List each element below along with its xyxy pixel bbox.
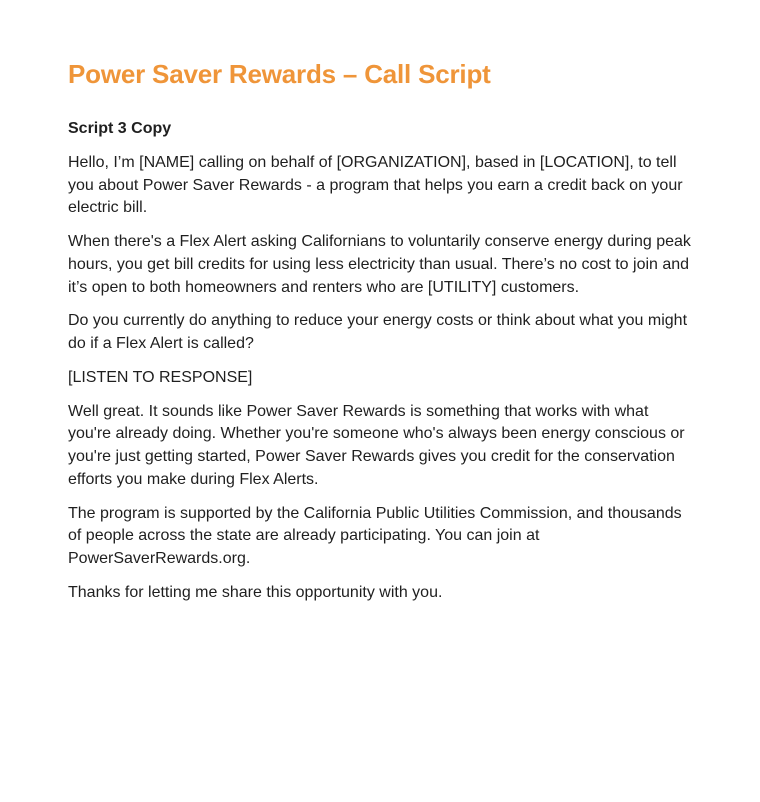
script-paragraph: [LISTEN TO RESPONSE] [68, 368, 253, 386]
document-title: Power Saver Rewards – Call Script [68, 59, 491, 89]
script-paragraph: The program is supported by the California Public Utilities Commission, and thousands of people across the state are already participating. You can join at PowerSaverRewards.org. [68, 504, 682, 567]
script-paragraph: Do you currently do anything to reduce your energy costs or think about what you might do if a Flex Alert is called? [68, 312, 688, 352]
script-paragraph: Thanks for letting me share this opportunity with you. [68, 583, 443, 601]
script-body [68, 152, 692, 605]
script-paragraph: Hello, I’m [NAME] calling on behalf of [ORGANIZATION], based in [LOCATION], to tell you about Power Saver Rewards - a program that helps you earn a credit back on your electric bill. [68, 153, 683, 217]
script-paragraph: Well great. It sounds like Power Saver Rewards is something that works with what you're already doing. Whether you're someone who's always been energy conscious or you're just getting started, Power Saver Rewards gives you credit for the conservation efforts you make during Flex Alerts. [68, 402, 685, 488]
section-heading: Script 3 Copy [68, 120, 172, 137]
script-paragraph: When there's a Flex Alert asking Californians to voluntarily conserve energy during peak hours, you get bill credits for using less electricity than usual. There’s no cost to join and it’s open to both homeowners and renters who are [UTILITY] customers. [68, 233, 691, 296]
